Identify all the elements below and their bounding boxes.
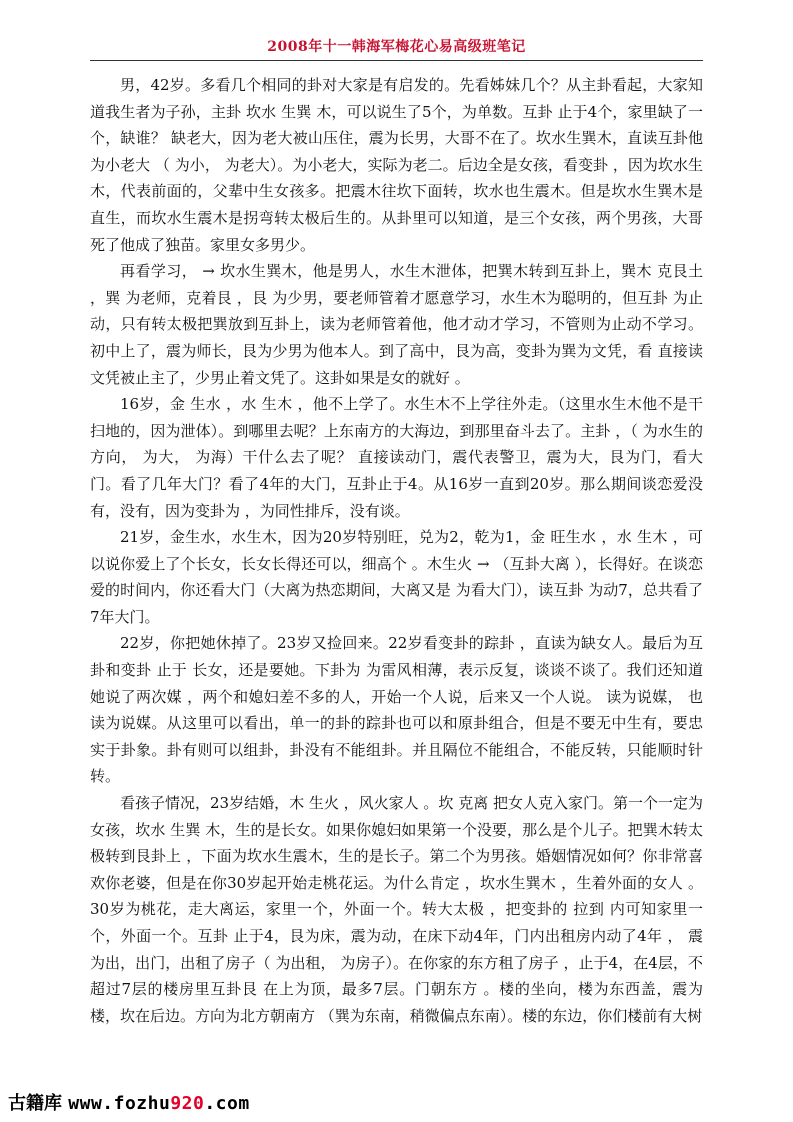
paragraph: 16岁，金 生水 ，水 生木 ，他不上学了。水生木不上学往外走。（这里水生木他不是干扫地的，因为泄体）。到哪里去呢？上东南方的大海边，到那里奋斗去了。主卦 ，（ 为水生的方向， 为大， 为海）干什么去了呢？ 直接读动门，震代表警卫，震为大，艮为门，看大门。看了几年大门？看了4年的大门，互卦止于4。从16岁一直到20岁。那么期间谈恋爱没有，没有，因为变卦为 ，为同性排斥，没有谈。 [90,395,703,520]
header-divider [90,60,703,61]
paragraph: 再看学习， → 坎水生巽木，他是男人，水生木泄体，把巽木转到互卦上，巽木 克艮土 ，巽 为老师，克着艮 ，艮 为少男，要老师管着才愿意学习，水生木为聪明的，但互卦 为止动，只有转太极把巽放到互卦上，读为老师管着他，他才动才学习，不管则为止动不学习。初中上了，震为师长，艮为少男为他本人。到了高中，艮为高，变卦为巽为文凭，看 直接读文凭被止主了，少男止着文凭了。这卦如果是女的就好 。 [90,262,703,387]
page-header [90,38,703,56]
site-watermark [8,1089,250,1115]
paragraph: 21岁，金生水，水生木，因为20岁特别旺，兑为2，乾为1，金 旺生水 ，水 生木 ，可以说你爱上了个长女，长女长得还可以，细高个 。木生火 → （互卦大离 ），长得好。在谈恋爱的时间内，你还看大门（大离为热恋期间，大离又是 为看大门），读互卦 为动7，总共看了7年大门。 [90,528,703,626]
document-title: 2008年十一韩海军梅花心易高级班笔记 [267,39,526,55]
site-url-prefix: www.fozhu [68,1093,171,1114]
paragraph: 男，42岁。多看几个相同的卦对大家是有启发的。先看姊妹几个？从主卦看起，大家知道我生者为子孙，主卦 坎水 生巽 木，可以说生了5个，为单数。互卦 止于4个，家里缺了一个，缺谁？ 缺老大，因为老大被山压住，震为长男，大哥不在了。坎水生巽木，直读互卦他为小老大 （ 为小， 为老大）。为小老大，实际为老二。后边全是女孩，看变卦 ，因为坎水生木，代表前面的，父辈中生女孩多。把震木往坎下面转，坎水也生震木。但是坎水生巽木是直生，而坎水生震木是拐弯转太极后生的。从卦里可以知道，是三个女孩，两个男孩，大哥死了他成了独苗。家里女多男少。 [90,76,703,254]
paragraph: 22岁，你把她休掉了。23岁又捡回来。22岁看变卦的踪卦 ，直读为缺女人。最后为互卦和变卦 止于 长女，还是要她。下卦为 为雷风相薄，表示反复，谈谈不谈了。我们还知道她说了两次媒 ，两个和媳妇差不多的人，开始一个人说，后来又一个人说。 读为说媒， 也读为说媒。从这里可以看出，单一的卦的踪卦也可以和原卦组合，但是不要无中生有，要忠实于卦象。卦有则可以组卦，卦没有不能组卦。并且隔位不能组合，不能反转，只能顺时针转。 [90,634,703,786]
site-url-number: 920 [170,1093,205,1114]
site-url-suffix: .com [204,1093,250,1114]
paragraph: 看孩子情况，23岁结婚，木 生火 ，风火家人 。坎 克离 把女人克入家门。第一个一定为女孩，坎水 生巽 木，生的是长女。如果你媳妇如果第一个没要，那么是个儿子。把巽木转太极转到艮卦上 ，下面为坎水生震木，生的是长子。第二个为男孩。婚姻情况如何？你非常喜欢你老婆，但是在你30岁起开始走桃花运。为什么肯定 ，坎水生巽木 ，生着外面的女人 。30岁为桃花，走大离运，家里一个，外面一个。转大太极 ，把变卦的 拉到 内可知家里一个，外面一个。互卦 止于4，艮为床，震为动，在床下动4年，门内出租房内动了4年 ， 震 为出，出门，出租了房子（ 为出租， 为房子）。在你家的东方租了房子 ，止于4，在4层，不超过7层的楼房里互卦艮 在上为顶，最多7层。门朝东方 。楼的坐向，楼为东西盖，震为楼，坎在后边。方向为北方朝南方 （巽为东南，稍微偏点东南）。楼的东边，你们楼前有大树 [90,794,703,1025]
document-body [90,72,703,1029]
site-url [68,1093,249,1114]
site-brand: 古籍库 [8,1093,62,1114]
